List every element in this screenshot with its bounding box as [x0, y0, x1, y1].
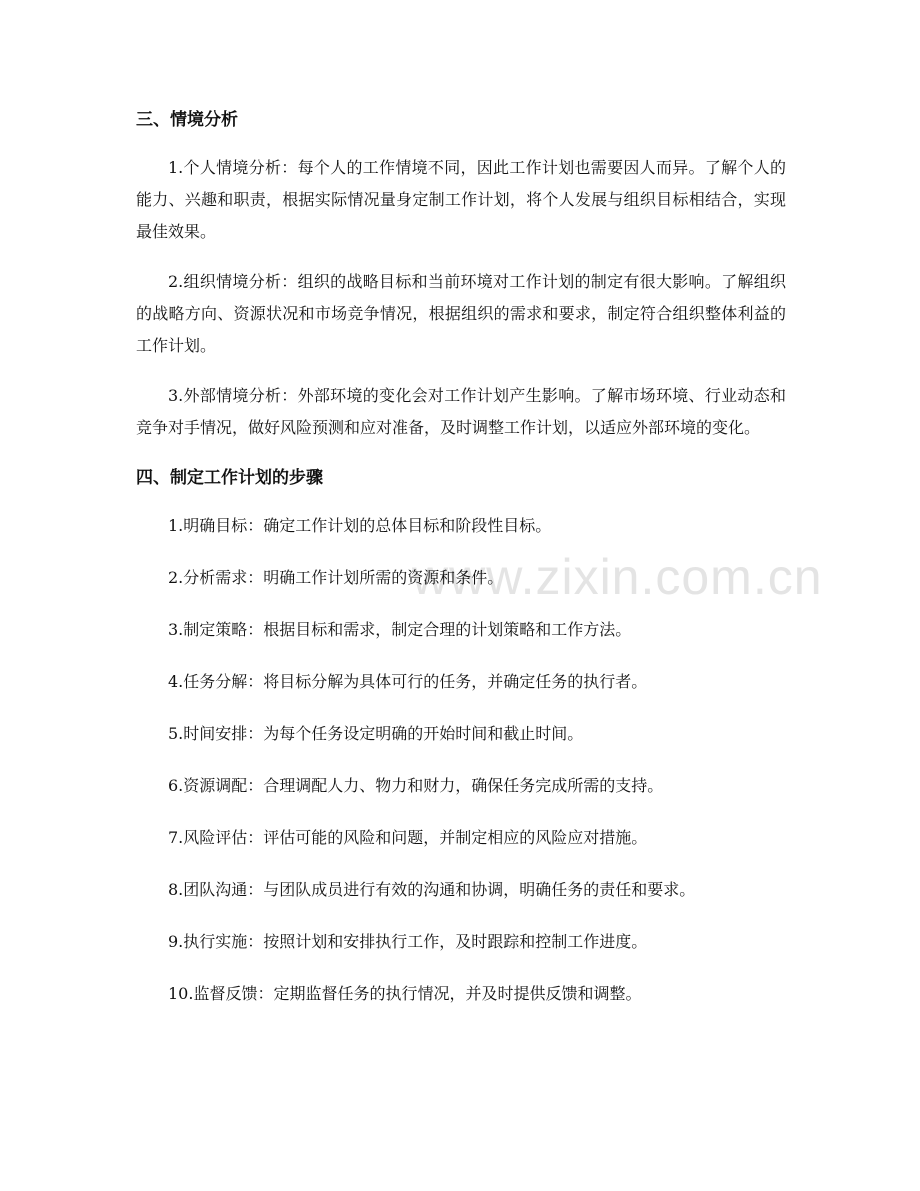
paragraph-organization-situation: 2.组织情境分析：组织的战略目标和当前环境对工作计划的制定有很大影响。了解组织的战略方向、资源状况和市场竞争情况，根据组织的需求和要求，制定符合组织整体利益的工作计划。 — [136, 272, 786, 355]
step-item: 10.监督反馈：定期监督任务的执行情况，并及时提供反馈和调整。 — [168, 984, 642, 1003]
step-item: 4.任务分解：将目标分解为具体可行的任务，并确定任务的执行者。 — [168, 672, 648, 691]
step-item: 6.资源调配：合理调配人力、物力和财力，确保任务完成所需的支持。 — [168, 776, 664, 795]
step-item: 5.时间安排：为每个任务设定明确的开始时间和截止时间。 — [168, 724, 584, 743]
step-item: 1.明确目标：确定工作计划的总体目标和阶段性目标。 — [168, 516, 552, 535]
watermark: www.zixin.com.cn — [412, 549, 823, 605]
step-item: 3.制定策略：根据目标和需求，制定合理的计划策略和工作方法。 — [168, 620, 632, 639]
step-item: 7.风险评估：评估可能的风险和问题，并制定相应的风险应对措施。 — [168, 828, 648, 847]
section-heading-steps: 四、制定工作计划的步骤 — [136, 468, 323, 488]
paragraph-external-situation: 3.外部情境分析：外部环境的变化会对工作计划产生影响。了解市场环境、行业动态和竞争对手情况，做好风险预测和应对准备，及时调整工作计划，以适应外部环境的变化。 — [136, 386, 786, 437]
step-item: 2.分析需求：明确工作计划所需的资源和条件。 — [168, 568, 504, 587]
document-body — [136, 104, 786, 1030]
section-heading-situation: 三、情境分析 — [136, 110, 238, 130]
step-item: 8.团队沟通：与团队成员进行有效的沟通和协调，明确任务的责任和要求。 — [168, 880, 696, 899]
paragraph-personal-situation: 1.个人情境分析：每个人的工作情境不同，因此工作计划也需要因人而异。了解个人的能力、兴趣和职责，根据实际情况量身定制工作计划，将个人发展与组织目标相结合，实现最佳效果。 — [136, 158, 786, 241]
step-item: 9.执行实施：按照计划和安排执行工作，及时跟踪和控制工作进度。 — [168, 932, 648, 951]
